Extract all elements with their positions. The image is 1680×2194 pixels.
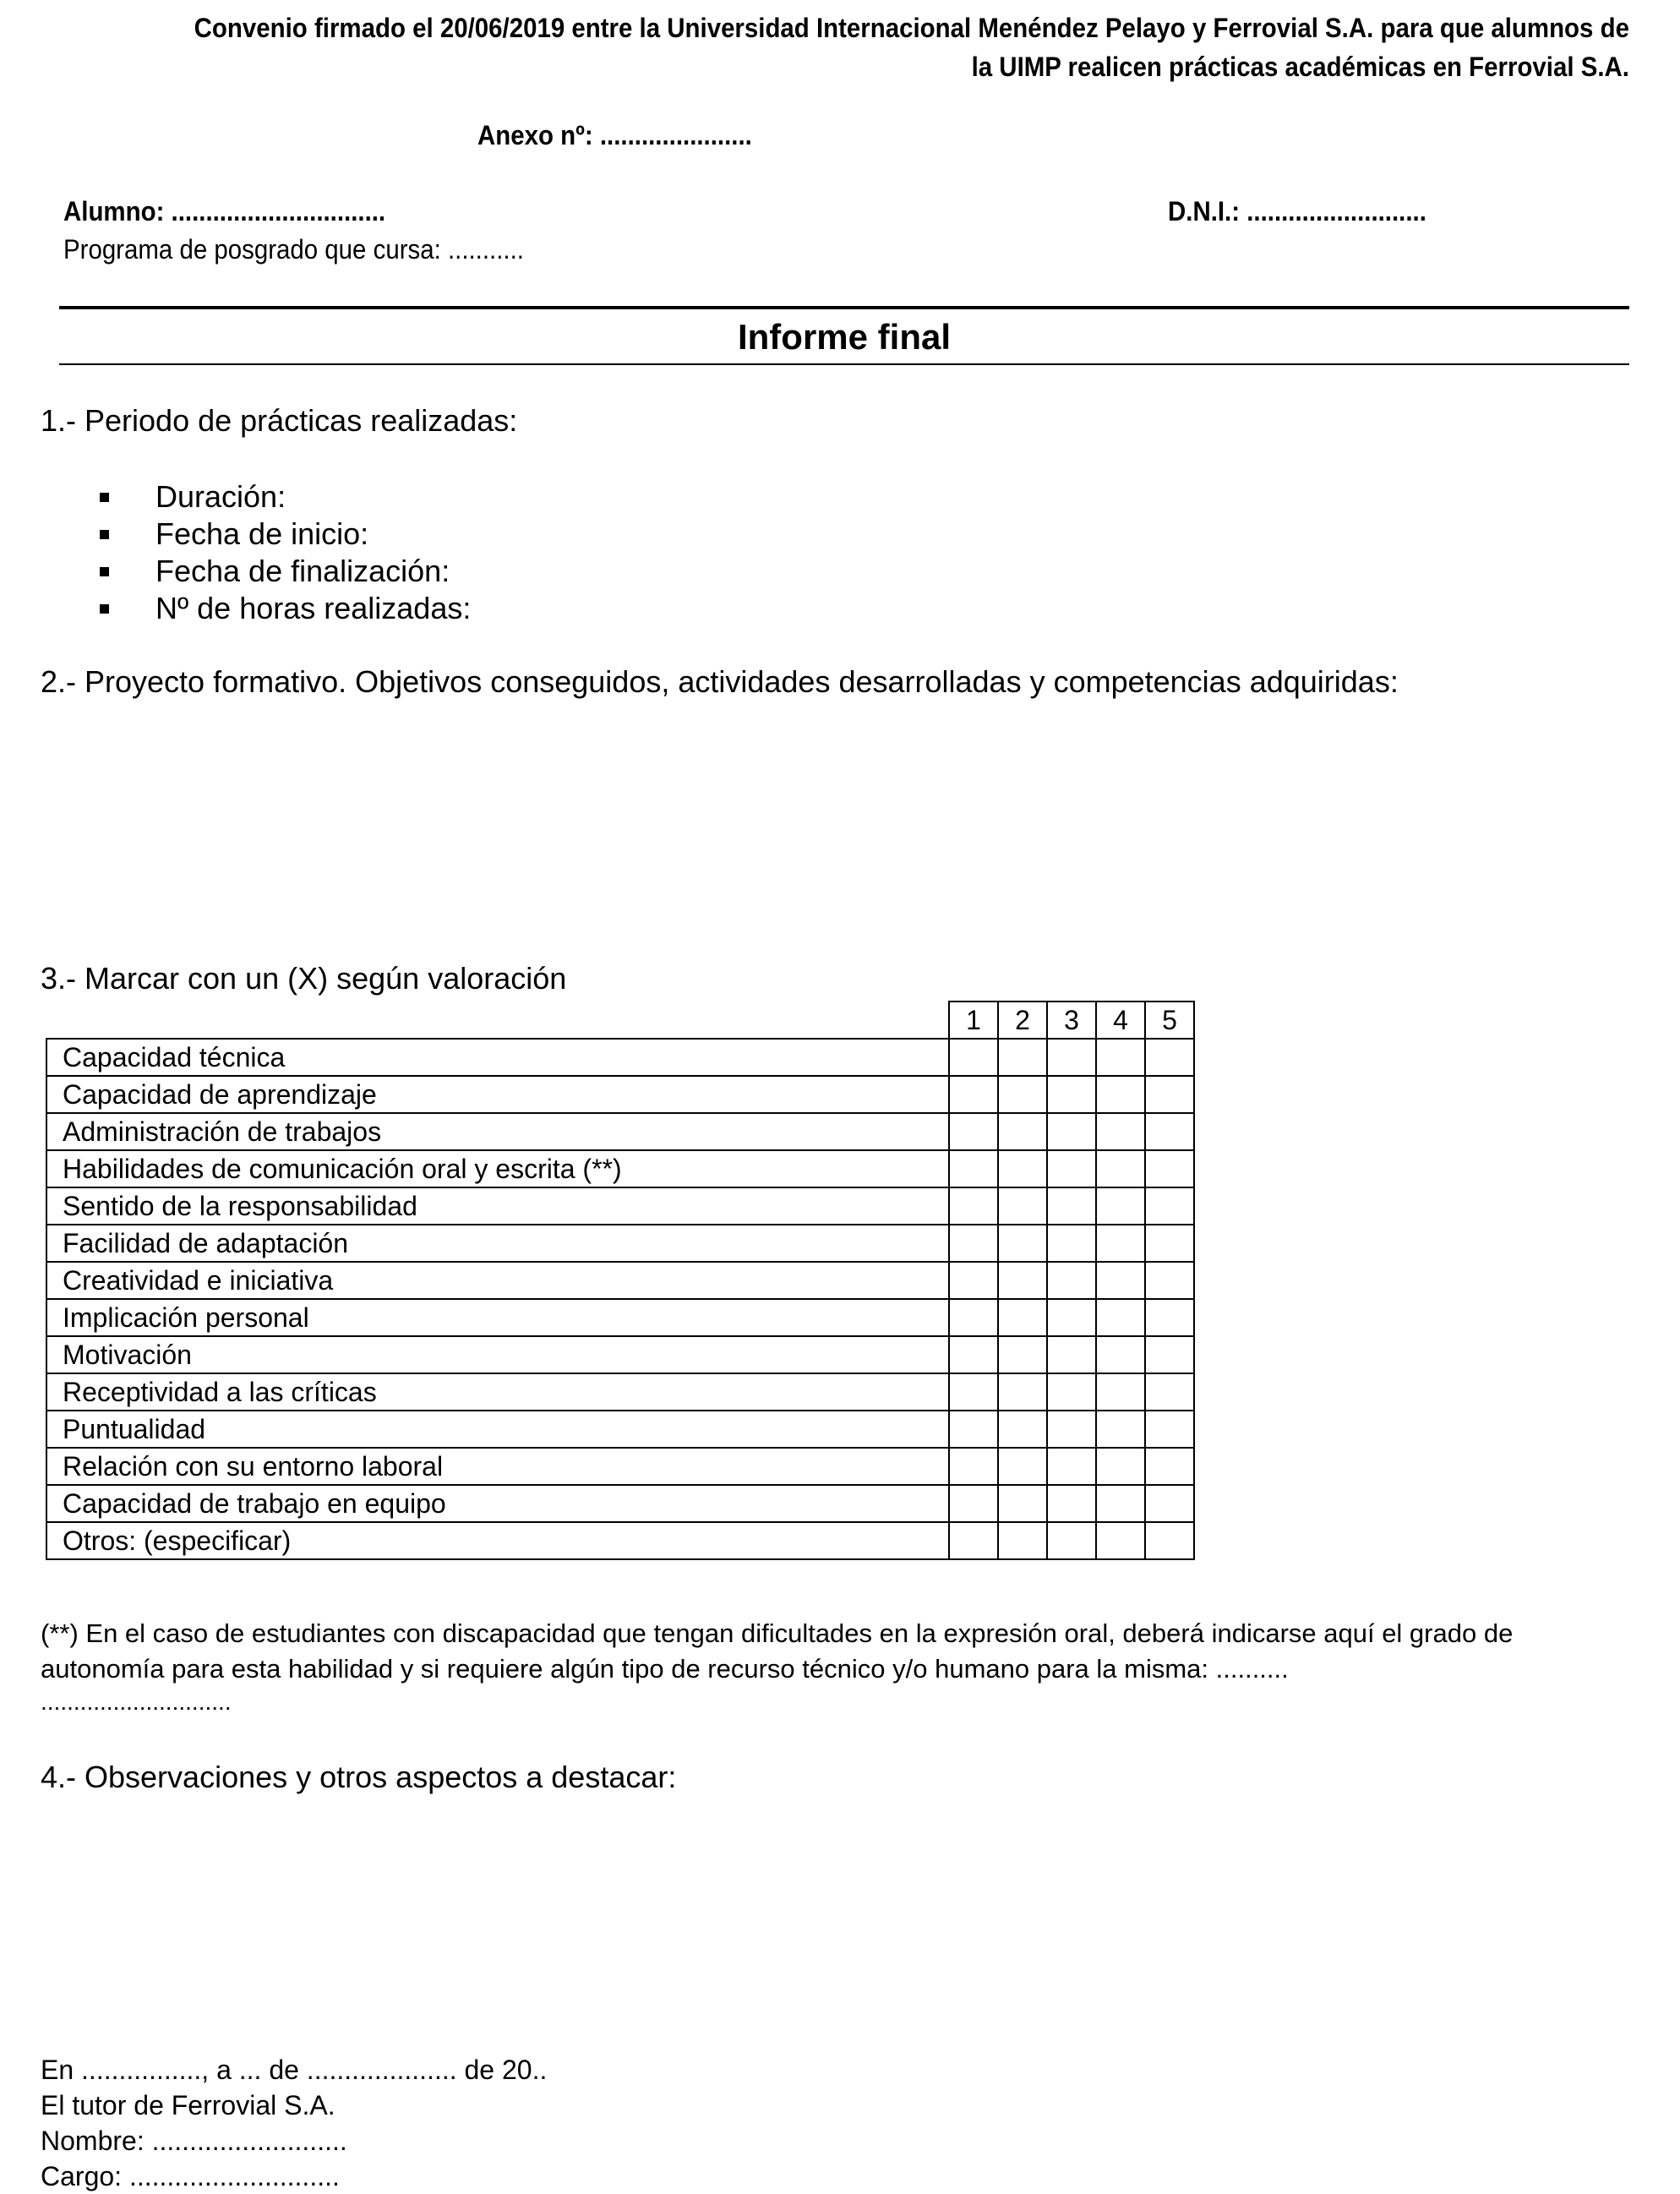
- criterion-label: Capacidad de aprendizaje: [46, 1076, 949, 1113]
- list-item: [100, 553, 471, 590]
- list-item-label: Fecha de inicio:: [155, 516, 369, 551]
- rating-checkbox-1[interactable]: [949, 1448, 998, 1485]
- table-row: [46, 1522, 1194, 1559]
- rating-checkbox-1[interactable]: [949, 1187, 998, 1225]
- agreement-header-line1: Convenio firmado el 20/06/2019 entre la Universidad Internacional Menéndez Pelayo y Ferrovial S.A. para que alumnos de: [194, 13, 1629, 43]
- table-row: [46, 1225, 1194, 1262]
- rating-checkbox-5[interactable]: [1145, 1448, 1194, 1485]
- annex-number: Anexo nº: ......................: [477, 120, 752, 150]
- rating-checkbox-1[interactable]: [949, 1485, 998, 1522]
- rating-checkbox-5[interactable]: [1145, 1187, 1194, 1225]
- rating-checkbox-3[interactable]: [1047, 1076, 1096, 1113]
- table-row: [46, 1448, 1194, 1485]
- rating-checkbox-5[interactable]: [1145, 1522, 1194, 1559]
- rating-checkbox-1[interactable]: [949, 1299, 998, 1336]
- rating-checkbox-3[interactable]: [1047, 1150, 1096, 1187]
- rating-checkbox-2[interactable]: [998, 1076, 1047, 1113]
- table-row: [46, 1485, 1194, 1522]
- criterion-label: Habilidades de comunicación oral y escrita (**): [46, 1150, 949, 1187]
- criterion-label: Otros: (especificar): [46, 1522, 949, 1559]
- rating-checkbox-1[interactable]: [949, 1076, 998, 1113]
- criterion-label: Receptividad a las críticas: [46, 1373, 949, 1411]
- criterion-label: Capacidad de trabajo en equipo: [46, 1485, 949, 1522]
- rating-checkbox-4[interactable]: [1096, 1039, 1145, 1076]
- section-4-heading: 4.- Observaciones y otros aspectos a destacar:: [41, 1760, 677, 1794]
- table-row: [46, 1150, 1194, 1187]
- rating-checkbox-5[interactable]: [1145, 1039, 1194, 1076]
- scale-value: 5: [1145, 1001, 1194, 1039]
- table-row: [46, 1262, 1194, 1299]
- rating-checkbox-1[interactable]: [949, 1411, 998, 1448]
- rating-checkbox-3[interactable]: [1047, 1448, 1096, 1485]
- list-item-label: Fecha de finalización:: [155, 554, 450, 588]
- scale-value: 4: [1096, 1001, 1145, 1039]
- rating-checkbox-3[interactable]: [1047, 1225, 1096, 1262]
- scale-header-row: [46, 1001, 1194, 1039]
- rating-checkbox-5[interactable]: [1145, 1150, 1194, 1187]
- rating-checkbox-4[interactable]: [1096, 1113, 1145, 1150]
- rating-checkbox-2[interactable]: [998, 1039, 1047, 1076]
- rating-checkbox-3[interactable]: [1047, 1299, 1096, 1336]
- rating-checkbox-2[interactable]: [998, 1262, 1047, 1299]
- rating-checkbox-2[interactable]: [998, 1411, 1047, 1448]
- period-list: [100, 478, 471, 627]
- rating-checkbox-5[interactable]: [1145, 1411, 1194, 1448]
- scale-value: 2: [998, 1001, 1047, 1039]
- rating-checkbox-5[interactable]: [1145, 1373, 1194, 1411]
- tutor-line: El tutor de Ferrovial S.A.: [41, 2090, 335, 2120]
- agreement-header-line2: la UIMP realicen prácticas académicas en Ferrovial S.A.: [971, 52, 1629, 82]
- scale-value: 3: [1047, 1001, 1096, 1039]
- rating-checkbox-1[interactable]: [949, 1039, 998, 1076]
- rating-checkbox-3[interactable]: [1047, 1411, 1096, 1448]
- list-item-label: Nº de horas realizadas:: [155, 591, 472, 625]
- signature-block: [41, 2052, 547, 2194]
- agreement-header: [194, 8, 1629, 86]
- rating-checkbox-1[interactable]: [949, 1336, 998, 1373]
- rating-checkbox-5[interactable]: [1145, 1485, 1194, 1522]
- section-3-heading: 3.- Marcar con un (X) según valoración: [41, 961, 567, 996]
- rating-checkbox-3[interactable]: [1047, 1373, 1096, 1411]
- rating-checkbox-4[interactable]: [1096, 1262, 1145, 1299]
- rating-checkbox-4[interactable]: [1096, 1411, 1145, 1448]
- scale-value: 1: [949, 1001, 998, 1039]
- criterion-label: Motivación: [46, 1336, 949, 1373]
- list-item: [100, 516, 471, 553]
- disability-note: (**) En el caso de estudiantes con discapacidad que tengan dificultades en la expresión oral, deberá indicarse aquí el grado de autonomía para esta habilidad y si requiere algún tipo de recurso técnico y/o humano para la misma: ..........: [41, 1618, 1514, 1684]
- rating-checkbox-4[interactable]: [1096, 1225, 1145, 1262]
- rating-checkbox-2[interactable]: [998, 1522, 1047, 1559]
- table-row: [46, 1039, 1194, 1076]
- rating-checkbox-1[interactable]: [949, 1150, 998, 1187]
- criterion-label: Administración de trabajos: [46, 1113, 949, 1150]
- bullet-square-icon: [100, 604, 109, 614]
- rating-checkbox-1[interactable]: [949, 1113, 998, 1150]
- student-name-field: Alumno: ...............................: [63, 196, 386, 226]
- table-row: [46, 1411, 1194, 1448]
- rating-checkbox-5[interactable]: [1145, 1262, 1194, 1299]
- rating-checkbox-5[interactable]: [1145, 1113, 1194, 1150]
- rating-checkbox-3[interactable]: [1047, 1522, 1096, 1559]
- rating-checkbox-4[interactable]: [1096, 1076, 1145, 1113]
- rating-checkbox-4[interactable]: [1096, 1485, 1145, 1522]
- table-row: [46, 1373, 1194, 1411]
- rating-checkbox-2[interactable]: [998, 1373, 1047, 1411]
- tutor-name-field: Nombre: ..........................: [41, 2126, 347, 2156]
- rating-checkbox-2[interactable]: [998, 1225, 1047, 1262]
- rating-checkbox-3[interactable]: [1047, 1336, 1096, 1373]
- table-row: [46, 1076, 1194, 1113]
- rating-checkbox-2[interactable]: [998, 1150, 1047, 1187]
- bullet-square-icon: [100, 530, 109, 539]
- bullet-square-icon: [100, 493, 109, 502]
- rating-checkbox-4[interactable]: [1096, 1448, 1145, 1485]
- rating-checkbox-3[interactable]: [1047, 1113, 1096, 1150]
- rating-checkbox-5[interactable]: [1145, 1299, 1194, 1336]
- table-row: [46, 1113, 1194, 1150]
- title-top-rule: [59, 306, 1629, 309]
- rating-checkbox-1[interactable]: [949, 1522, 998, 1559]
- table-row: [46, 1187, 1194, 1225]
- section-2-heading: 2.- Proyecto formativo. Objetivos conseguidos, actividades desarrolladas y competencias adquiridas:: [41, 664, 1399, 699]
- rating-checkbox-4[interactable]: [1096, 1336, 1145, 1373]
- rating-checkbox-2[interactable]: [998, 1299, 1047, 1336]
- criterion-label: Implicación personal: [46, 1299, 949, 1336]
- table-row: [46, 1336, 1194, 1373]
- rating-checkbox-4[interactable]: [1096, 1187, 1145, 1225]
- rating-checkbox-5[interactable]: [1145, 1336, 1194, 1373]
- page-title: Informe final: [737, 317, 952, 357]
- rating-checkbox-3[interactable]: [1047, 1187, 1096, 1225]
- rating-checkbox-3[interactable]: [1047, 1485, 1096, 1522]
- criterion-label: Puntualidad: [46, 1411, 949, 1448]
- rating-checkbox-5[interactable]: [1145, 1225, 1194, 1262]
- student-id-field: D.N.I.: ..........................: [1168, 196, 1426, 226]
- rating-checkbox-4[interactable]: [1096, 1150, 1145, 1187]
- list-item: [100, 590, 471, 627]
- rating-checkbox-4[interactable]: [1096, 1373, 1145, 1411]
- criterion-label: Creatividad e iniciativa: [46, 1262, 949, 1299]
- rating-checkbox-5[interactable]: [1145, 1076, 1194, 1113]
- rating-checkbox-2[interactable]: [998, 1187, 1047, 1225]
- rating-checkbox-1[interactable]: [949, 1225, 998, 1262]
- rating-checkbox-4[interactable]: [1096, 1299, 1145, 1336]
- rating-checkbox-1[interactable]: [949, 1373, 998, 1411]
- note-dots: .............................: [41, 1689, 232, 1715]
- rating-checkbox-4[interactable]: [1096, 1522, 1145, 1559]
- table-row: [46, 1299, 1194, 1336]
- rating-checkbox-2[interactable]: [998, 1485, 1047, 1522]
- criterion-label: Capacidad técnica: [46, 1039, 949, 1076]
- criterion-label: Facilidad de adaptación: [46, 1225, 949, 1262]
- criterion-label: Relación con su entorno laboral: [46, 1448, 949, 1485]
- rating-checkbox-2[interactable]: [998, 1336, 1047, 1373]
- list-item: [100, 478, 471, 516]
- title-bottom-rule: [59, 363, 1629, 365]
- place-date-line: En ................, a ... de .................... de 20..: [41, 2055, 548, 2085]
- rating-checkbox-2[interactable]: [998, 1113, 1047, 1150]
- rating-checkbox-3[interactable]: [1047, 1039, 1096, 1076]
- rating-checkbox-2[interactable]: [998, 1448, 1047, 1485]
- tutor-position-field: Cargo: ............................: [41, 2161, 340, 2191]
- bullet-square-icon: [100, 567, 109, 576]
- rating-checkbox-3[interactable]: [1047, 1262, 1096, 1299]
- criterion-label: Sentido de la responsabilidad: [46, 1187, 949, 1225]
- program-field: Programa de posgrado que cursa: ...........: [63, 234, 524, 265]
- rating-checkbox-1[interactable]: [949, 1262, 998, 1299]
- list-item-label: Duración:: [155, 479, 286, 514]
- section-1-heading: 1.- Periodo de prácticas realizadas:: [41, 403, 518, 438]
- rating-table: [46, 1001, 1195, 1560]
